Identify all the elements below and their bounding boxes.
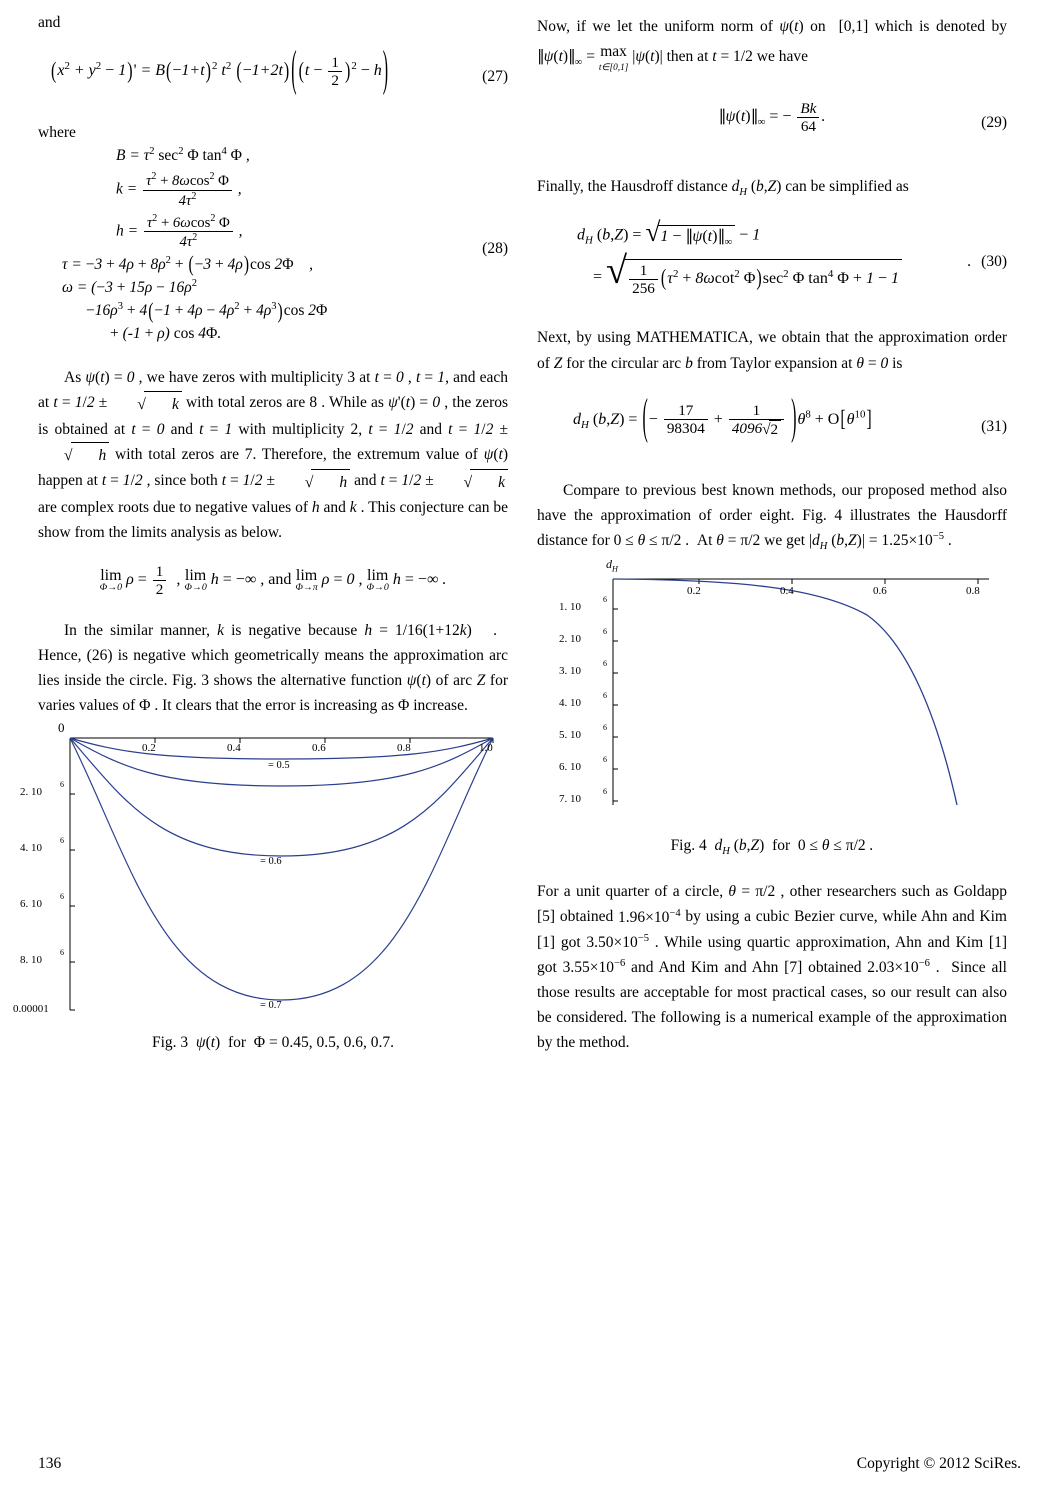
figure-3 [13,720,508,1028]
figure-3-ytick-3: 8. 10 [20,954,42,967]
figure-3-curve-label-1: = 0.6 [260,856,282,868]
paragraph-similar-manner: In the similar manner, k is negative because h = 1/16(1+12k) . Hence, (26) is negative which geometrically means the approximation arc lies inside the circle. Fig. 3 shows the alternative function ψ(t) of arc Z for varies values of Φ . It clears that the error is increasing as Φ increase. [38,621,509,715]
left-column [13,14,509,1052]
equation-28-line1: $B = \tau^2$ $\sec^2 \Phi$ $\tan^4 \Phi$ , [116,146,250,165]
figure-3-plot [38,728,508,1028]
paragraph-uniform-norm: Now, if we let the uniform norm of ψ(t) on [0,1] which is denoted by $\parallel\psi(t)\parallel_\infty$ = max t∈[0,1] |ψ(t)| then at t = 1/2 we have [537,18,1007,74]
figure-3-ytick-2-exp: 6 [60,892,64,902]
equation-30 [537,217,1007,305]
figure-4-ytick-5: 6. 10 [559,761,581,774]
equation-30-line2: = √ $\frac{1}{256}$ ($\tau^2 + 8\omega\cot^2$ $\Phi)\sec^2$ Φ $\tan^4 \Phi + 1 - 1$ [537,259,1007,297]
and-word: and [38,14,61,31]
equation-28-line5: $\omega = (-3 + 15\rho - 16\rho^2$ [62,278,197,297]
figure-3-xtick-1: 0.4 [227,742,241,755]
figure-4-ytick-5-exp: 6 [603,755,607,765]
paragraph-unit-quarter: For a unit quarter of a circle, θ = π/2 , other researchers such as Goldapp [5] obtained $1.96\times 10^{-4}$ by using a cubic Bezier curve, while Ahn and Kim [1] got $3.50\times 10^{-5}$ . While using quartic approximation, Ahn and Kim [1] got $3.55\times 10^{-6}$ and And Kim and Ahn [7] obtained $2.03\times 10^{-6}$ . Since all those results are acceptable for most practical cases, so our result can also be considered. The following is a numerical example of the approximation by the method. [537,883,1007,1052]
equation-28-line6: $-16\rho^3 + 4(-1 + 4\rho - 4\rho^2 + 4\rho^3)\cos$ 2Φ [86,299,328,324]
right-column [537,14,1007,1066]
figure-4-yaxis-title: $d_H$ [606,557,618,574]
figure-4-ytick-3-exp: 6 [603,691,607,701]
equation-28-line2: k = $\frac{\tau^2 + 8\omega\cos^2 \Phi}{4\tau^2}$ , [116,171,242,209]
figure-4-ytick-6-exp: 6 [603,787,607,797]
figure-3-xtick-4: 1.0 [479,742,493,755]
figure-3-caption-prefix: Fig. 3 [151,1034,189,1052]
figure-4-ytick-0-exp: 6 [603,595,607,605]
figure-4-caption-mid: for [772,837,791,855]
figure-4-xtick-0: 0.2 [687,585,701,598]
figure-4-ytick-0: 1. 10 [559,601,581,614]
figure-3-ytick-0-exp: 6 [60,780,64,790]
copyright-notice: Copyright © 2012 SciRes. [856,1455,1021,1472]
figure-3-ytick-1-exp: 6 [60,836,64,846]
figure-4-ytick-3: 4. 10 [559,697,581,710]
figure-4-ytick-2: 3. 10 [559,665,581,678]
figure-4-xtick-3: 0.8 [966,585,980,598]
equation-28 [38,146,508,343]
equation-31-number: (31) [981,417,1007,435]
equation-27-body: $(x^2 + y^2 - 1)' = B(-1+t)^2$ $t^2$ (−1+2t) ( (t − $\frac{1}{2}$ )$^2$ − h) [51,43,389,97]
figure-4-plot [537,565,1007,815]
figure-4-ytick-6: 7. 10 [559,793,581,806]
figure-4-ytick-2-exp: 6 [603,659,607,669]
figure-3-caption-mid: for [227,1034,247,1052]
figure-3-origin-label: 0 [58,720,65,736]
figure-3-ytick-bottom: 0.00001 [13,1003,49,1016]
figure-4 [537,557,1007,825]
equation-29: $\parallel\psi(t)\parallel_\infty$ = − $\frac{Bk}{64}$ . (29) [718,100,1007,136]
figure-4-ytick-1-exp: 6 [603,627,607,637]
figure-3-curve-label-2: = 0.7 [260,1000,282,1012]
equation-28-number: (28) [482,240,508,257]
equation-28-line3: h = $\frac{\tau^2 + 6\omega\cos^2 \Phi}{4\tau^2}$ , [116,212,243,251]
equation-31 [537,392,1007,462]
equation-27 [38,43,508,110]
figure-3-ytick-1: 4. 10 [20,842,42,855]
equation-30-number: (30) [981,253,1007,271]
figure-3-xtick-3: 0.8 [397,742,411,755]
paragraph-hausdroff: Finally, the Hausdroff distance $d_H$ (b,Z) can be simplified as [537,178,909,199]
figure-4-caption-prefix: Fig. 4 [670,837,707,855]
paragraph-compare: Compare to previous best known methods, our proposed method also have the approximation of order eight. Fig. 4 illustrates the Hausdorff distance for 0 ≤ θ ≤ π/2 . At θ = π/2 we get $|d_H$ $(b,Z)| = 1.25\times 10^{-5}$ . [537,481,1007,553]
figure-3-caption: Fig. 3 ψ(t) for Φ = 0.45, 0.5, 0.6, 0.7. [151,1034,394,1052]
figure-3-ytick-0: 2. 10 [20,786,42,799]
equation-28-line4: $\tau = -3 + 4\rho + 8\rho^2 + (-3 + 4\rho)\cos$ 2Φ , [62,252,313,277]
paragraph-zeros: As ψ(t) = 0 , we have zeros with multiplicity 3 at t = 0 , t = 1, and each at t = 1/2 ± √ k with total zeros are 8 . While as ψ'(t) = 0 , the zeros is obtained at t = 0 and t = 1 with multiplicity 2, t = 1/2 and t = 1/2 ± √ h with total zeros are 7. Therefore, the extremum value of ψ(t) happen at t = 1/2 , since both t = 1/2 ± √ h and t = 1/2 ± √ k are complex roots due to negative values of h and k . This conjecture can be show from the limits analysis as below. [38,369,509,541]
figure-4-xtick-2: 0.6 [873,585,887,598]
where-word: where [38,124,76,141]
figure-4-ytick-4: 5. 10 [559,729,581,742]
equation-31-body: $d_H$ (b,Z) = (− $\frac{17}{98304}$ + $\frac{1}{4096√2}$ )$\theta^8 + O[\theta^{10}]$ [573,392,872,445]
limits-line: lim Φ→0 ρ = $\frac{1}{2}$ , lim Φ→0 h = −∞ , and lim Φ→π ρ = 0 , lim Φ→0 h = −∞ . [99,562,447,598]
figure-3-ytick-2: 6. 10 [20,898,42,911]
figure-3-xtick-0: 0.2 [142,742,156,755]
figure-3-ytick-3-exp: 6 [60,948,64,958]
equation-28-line7: + (-1 + ρ) cos 4Φ. [110,325,222,343]
equation-30-line1: $d_H$ $(b,Z) = √1 - \parallel\psi(t)\parallel_\infty - 1$ [577,217,761,249]
figure-4-ytick-1: 2. 10 [559,633,581,646]
figure-3-curve-label-0: = 0.5 [268,760,290,772]
equation-27-number: (27) [482,68,508,85]
page-number: 136 [38,1455,62,1472]
figure-4-ytick-4-exp: 6 [603,723,607,733]
figure-4-xtick-1: 0.4 [780,585,794,598]
equation-29-number: (29) [981,114,1007,132]
figure-3-xtick-2: 0.6 [312,742,326,755]
paragraph-mathematica: Next, by using MATHEMATICA, we obtain that the approximation order of Z for the circular arc b from Taylor expansion at θ = 0 is [537,329,1007,372]
figure-4-caption: Fig. 4 $d_H$ (b,Z) for 0 ≤ θ ≤ π/2 . [670,837,874,858]
equation-30-period: . [967,253,971,271]
